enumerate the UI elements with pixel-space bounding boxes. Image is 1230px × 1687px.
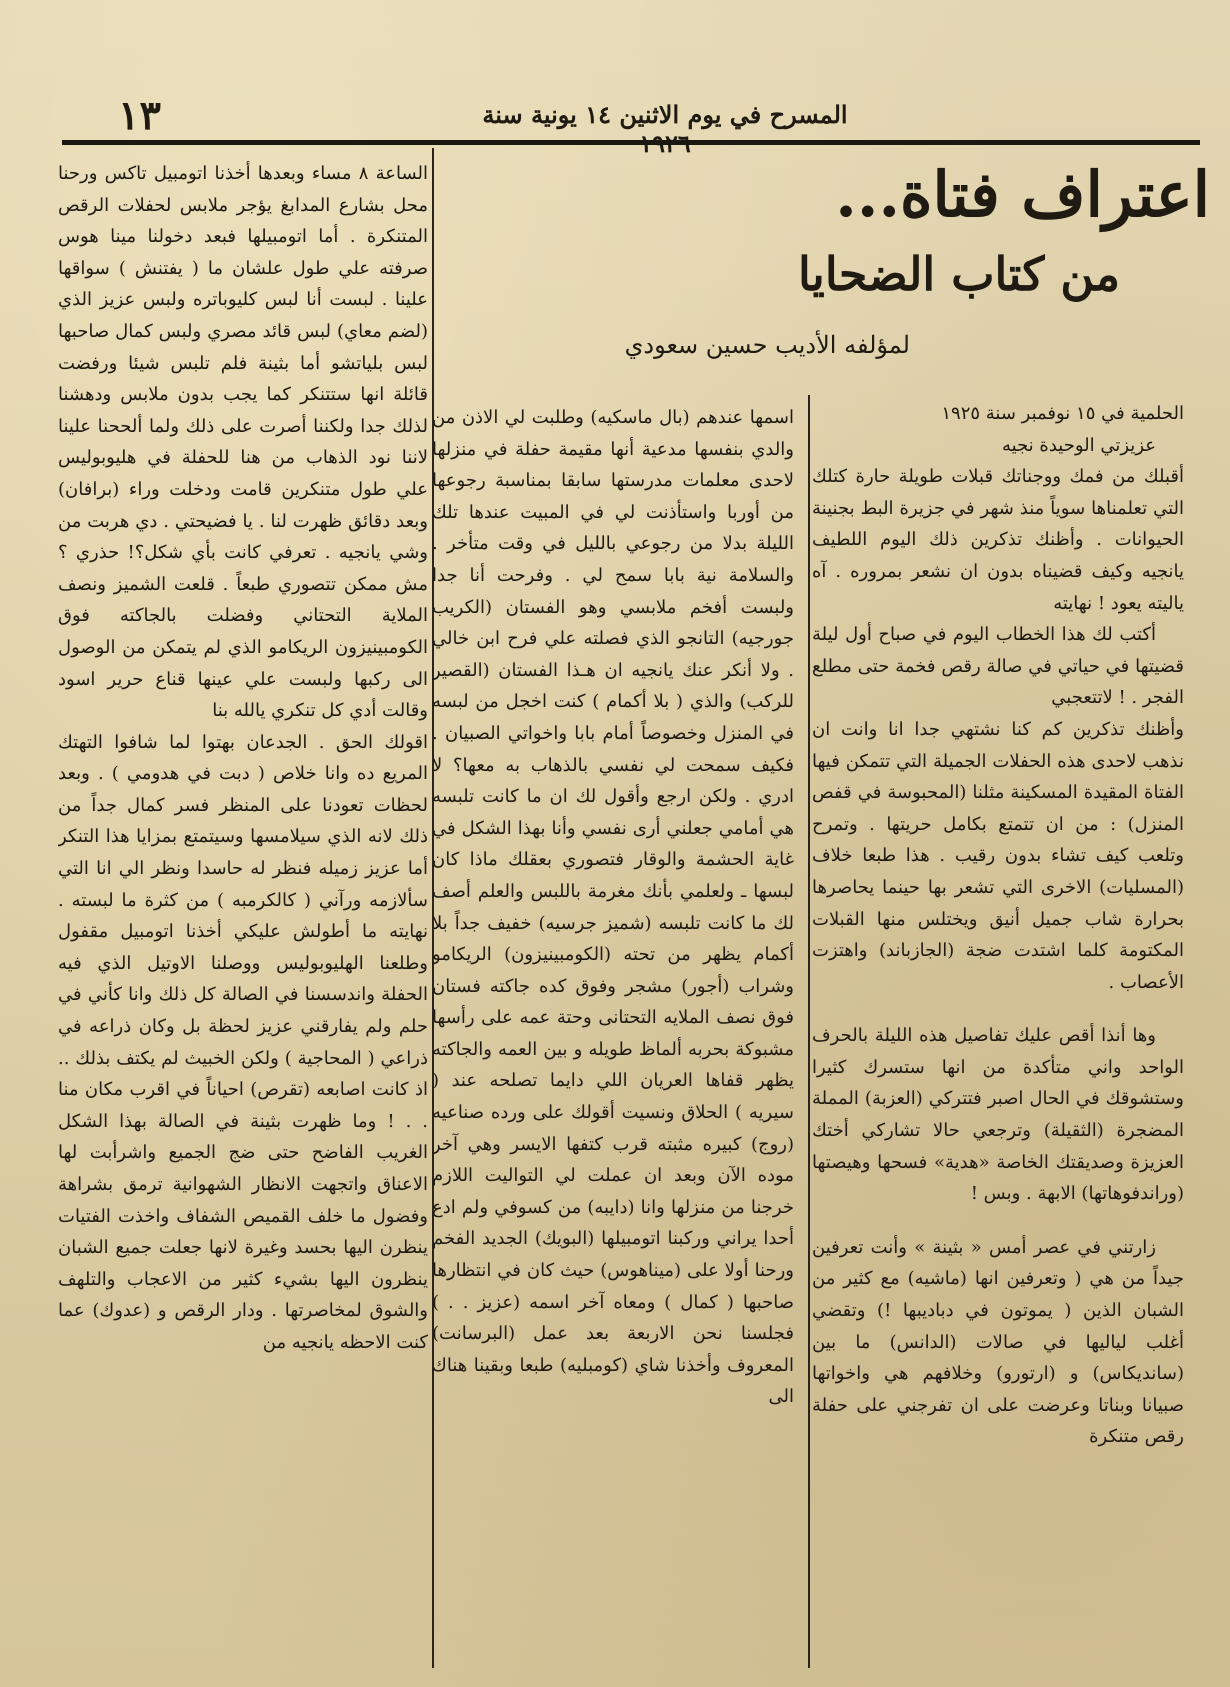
page-header <box>40 88 1200 142</box>
article-title: اعتراف فتاة... <box>835 158 1210 231</box>
page-number: ١٣ <box>118 92 161 139</box>
article-subtitle: من كتاب الضحايا <box>798 247 1120 301</box>
paragraph-gap <box>812 1210 1184 1232</box>
paragraph: الساعة ٨ مساء وبعدها أخذنا اتومبيل تاكس ورحنا محل بشارع المدابغ يؤجر ملابس لحفلات الرقص المتنكرة . أما اتومبيلها فبعد دخولنا مينا هوس صرفته علي طول علشان ما ( يفتنش ) سواقها علينا . لبست أنا لبس كليوباتره ولبس عزيز الذي (لضم معاي) لبس قائد مصري ولبس كمال صاحبها لبس بلياتشو أما بثينة فلم تلبس شيئا ورفضت قائلة انها ستتنكر كما يجب بدون ملابس ودهشنا لذلك جدا ولكننا أصرت على ذلك ولما ألححنا علينا لاننا نود الذهاب من هنا للحفلة في هليوبوليس علي طول متنكرين قامت ودخلت وراء (برافان) وبعد دقائق ظهرت لنا . يا فضيحتي . دي هربت من وشي يانجيه . تعرفي كانت بأي شكل؟! حذري ؟ مش ممكن تتصوري طبعاً . قلعت الشميز ونصف الملاية التحتاني وفضلت بالجاكته فوق الكومبينيزون الريكامو الذي لم يتمكن من الوصول الى ركبها ولبست علي عينها قناع حرير اسود وقالت أدي كل تنكري يالله بنا <box>58 163 428 722</box>
paragraph: اقولك الحق . الجدعان بهتوا لما شافوا التهتك المريع ده وانا خلاص ( دبت في هدومي ) . وبعد لحظات تعودنا على المنظر فسر كمال جداً من ذلك لانه الذي سيلامسها وسيتمتع بمزايا هذا التنكر أما عزيز زميله فنظر له حاسدا ونظر الي انا التي سألازمه ورآني ( كالكرمبه ) من كثرة ما لبسته . نهايته ما أطولش عليكي أخذنا اتومبيل مقفول وطلعنا الهليوبوليس ووصلنا الاوتيل الذي فيه الحفلة واندسسنا في الصالة كل ذلك وانا كأني في حلم ولم يفارقني عزيز لحظة بل وكان ذراعه في ذراعي ( المحاجية ) ولكن الخبيث لم يكتف بذلك .. اذ كانت اصابعه (تقرص) احياناً في اقرب مكان منا . . ! وما ظهرت بثينة في الصالة بهذا الشكل الغريب الفاضح حتى ضج الجميع واشرأبت لها الاعناق واتجهت الانظار الشهوانية ترمق بشراهة وفضول ما خلف القميص الشفاف واخذت الفتيات ينظرن اليها بحسد وغيرة لانها جعلت جميع الشبان ينظرون اليها بشيء كثير من الاعجاب والتلهف والشوق لمخاصرتها . ودار الرقص و (عدوك) عما كنت الاحظه يانجيه من <box>58 731 428 1353</box>
column-middle <box>432 402 794 1678</box>
column-left <box>58 158 428 1678</box>
article-byline: لمؤلفه الأديب حسين سعودي <box>624 331 910 359</box>
running-head: المسرح في يوم الاثنين ١٤ يونية سنة <box>482 100 848 129</box>
header-rule <box>62 140 1200 145</box>
paragraph: أقبلك من فمك ووجناتك قبلات طويلة حارة كتلك التي تعلمناها سوياً منذ شهر في جزيرة البط بجنينة الحيوانات . وأظنك تذكرين ذلك اليوم اللطيف يانجيه وكيف قضيناه بدون ان نشعر بمروره . آه ياليته يعود ! نهايته <box>812 466 1184 614</box>
letter-dateline: الحلمية في ١٥ نوفمبر سنة ١٩٢٥ <box>941 403 1184 424</box>
paragraph: وأظنك تذكرين كم كنا نشتهي جدا انا وانت ان نذهب لاحدى هذه الحفلات الجميلة التي تتمكن فيها الفتاة المقيدة المسكينة مثلنا (المحبوسة في قفص المنزل) : من ان تتمتع بكامل حريتها . وتمرح وتلعب كيف تشاء بدون رقيب . هذا طبعا خلاف (المسليات) الاخرى التي تشعر بها حينما يحاصرها بحرارة شاب جميل أنيق ويختلس منها القبلات المكتومة كلما اشتدت ضجة (الجازباند) واهتزت الأعصاب . <box>812 718 1184 993</box>
column-right <box>812 398 1184 1678</box>
paragraph: اسمها عندهم (بال ماسكيه) وطلبت لي الاذن من والدي بنفسها مدعية أنها مقيمة حفلة في منزلها لاحدى معلمات مدرستها سابقا بمناسبة رجوعها من أوربا واستأذنت لي في المبيت عندها تلك الليلة بدلا من رجوعي بالليل في وقت متأخر . والسلامة نية بابا سمح لي . وفرحت أنا جدا ولبست أفخم ملابسي وهو الفستان (الكريب جورجيه) التانجو الذي فصلته علي فرح ابن خالي . ولا أنكر عنك يانجيه ان هـذا الفستان (القصير للركب) والذي ( بلا أكمام ) كنت اخجل من لبسه في المنزل وخصوصاً أمام بابا واخواتي الصبيان . فكيف سمحت لي نفسي بالذهاب به معها؟ لا ادري . ولكن ارجع وأقول لك ان ما كانت تلبسه هي أمامي جعلني أرى نفسي وأنا بهذا الشكل في غاية الحشمة والوقار فتصوري بعقلك ماذا كان لبسها ـ ولعلمي بأنك مغرمة باللبس والعلم أصف لك ما كانت تلبسه (شميز جرسيه) خفيف جداً بلا أكمام يظهر من تحته (الكومبينيزون) الريكامو وشراب (أجور) مشجر وفوق كده جاكته فستان فوق نصف الملايه التحتانى وحتة عمه على رأسها مشبوكة بحربه ألماظ طويله و بين العمه والجاكته يظهر قفاها العريان اللي دايما تصلحه عند ( سيريه ) الحلاق ونسيت أقولك على ورده صناعيه (روج) كبيره مثبته قرب كتفها الايسر وهي آخر موده الآن وبعد ان عملت لي التواليت اللازم خرجنا من منزلها وانا (دايبه) من كسوفي ولم ادع أحدا يراني وركبنا اتومبيلها (البويك) الجديد الفخم ورحنا أولا على (ميناهوس) حيث كان في انتظارها صاحبها ( كمال ) ومعاه آخر اسمه (عزيز . . ) فجلسنا نحن الاربعة بعد عمل (البرسانت) المعروف وأخذنا شاي (كومبليه) طبعا وبقينا هناك الى <box>432 407 794 1408</box>
paragraph-gap <box>812 998 1184 1020</box>
letter-salutation: عزيزتي الوحيدة نجيه <box>1001 434 1156 456</box>
column-rule-right <box>808 395 810 1668</box>
paragraph: زارتني في عصر أمس « بثينة » وأنت تعرفين جيداً من هي ( وتعرفين انها (ماشيه) مع كثير من الشبان الذين ( يموتون في دباديبها !) وتقضي أغلب لياليها في صالات (الدانس) ما بين (سانديكاس) و (ارتورو) وخلافهم هي واخواتها صبيانا وبناتا وعرضت على ان تفرجني على حفلة رقص متنكرة <box>812 1236 1184 1448</box>
paragraph: وها أنذا أقص عليك تفاصيل هذه الليلة بالحرف الواحد واني متأكدة من انها ستسرك كثيرا وستشوقك في الحال اصبر فتتركي (العزبة) المملة المضجرة (الثقيلة) وترجعي حالا تشاركي أختك العزيزة وصديقتك الخاصة «هدية» فسحها وهيصتها (وراندفوهاتها) الابهة . وبس ! <box>812 1025 1184 1205</box>
paragraph: أكتب لك هذا الخطاب اليوم في صباح أول ليلة قضيتها في حياتي في صالة رقص فخمة حتى مطلع الفجر . ! لاتتعجبي <box>812 624 1184 709</box>
